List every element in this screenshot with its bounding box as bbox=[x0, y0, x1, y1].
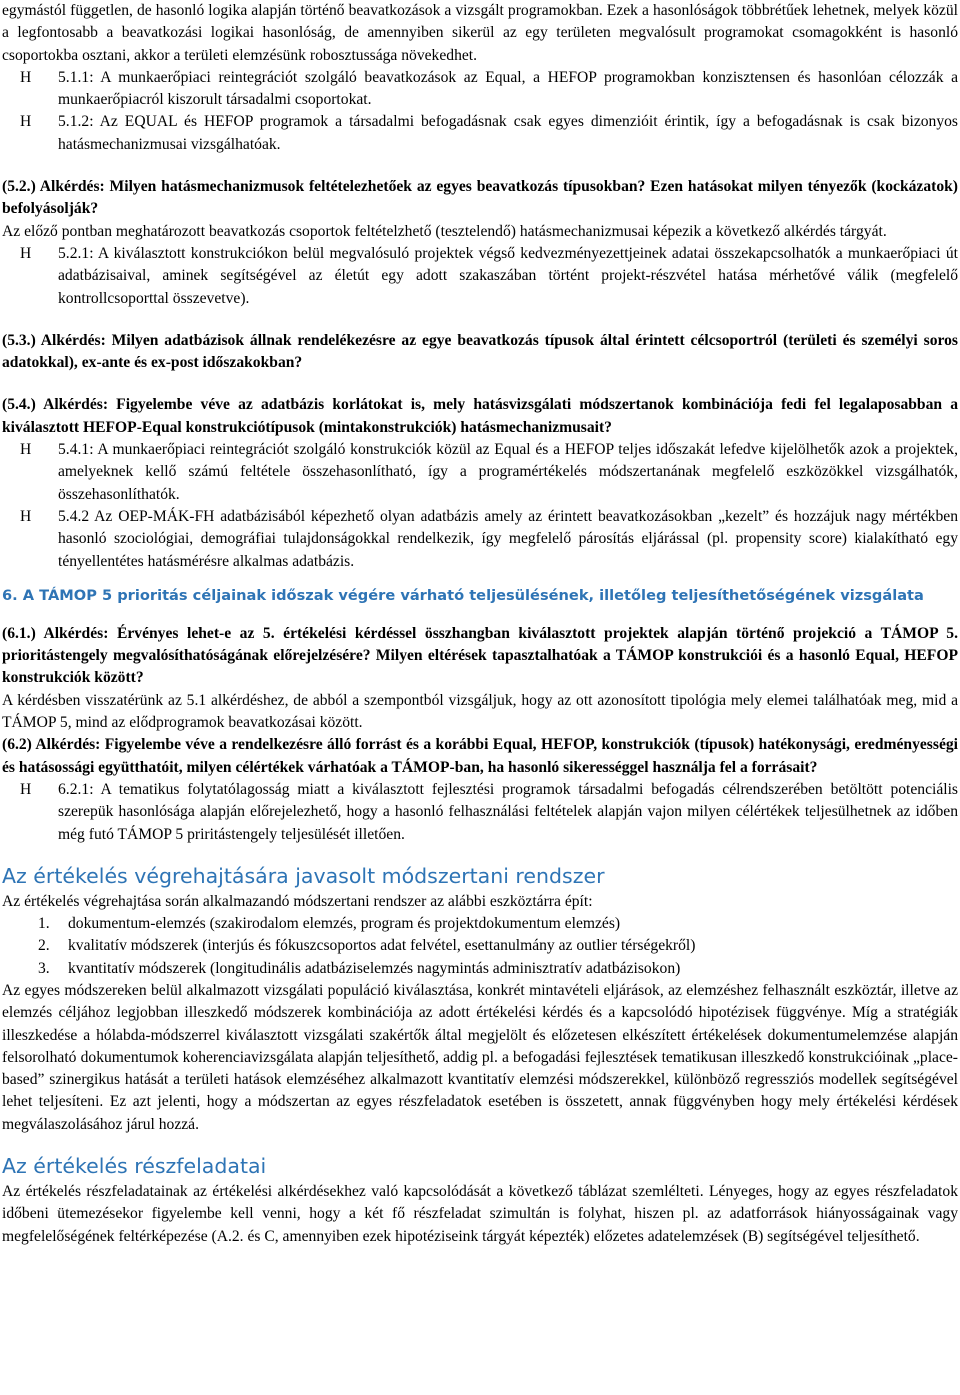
methodology-paragraph: Az egyes módszereken belül alkalmazott vizsgálati populáció kiválasztása, konkrét mintavételi eljárások, az elemzéshez felhasznált eszköztár, illetve az elemzés céljához legjobban illeszkedő módszerek kombinációja az adott értékelési kérdés és a kapcsolódó hipotézisek függvénye. Míg a stratégiák illeszkedése a hólabda-módszerrel kiválasztott vizsgálati szakértők által megjelölt és előzetesen elkészített értékelések dokumentumelemzése alapján felsorolható dokumentumok koherenciavizsgálata alapján teljesíthető, addig pl. a befogadási fejlesztések tematikusan illeszkedő konstrukcióinak „place-based” szinergikus hatását a területi hatások elemzéséhez alkalmazott kvantitatív elemzési módszerekkel, különböző regressziós modellek segítségével lehet teljesíteni. Ez azt jelenti, hogy a módszertan az egyes részfeladatok esetében is összetett, annak függvényben hogy mely értékelési kérdések megválaszolásához járul hozzá. bbox=[2, 981, 958, 1133]
hypothesis-6-2-1 bbox=[2, 779, 958, 846]
spacer bbox=[2, 156, 958, 176]
hypothesis-label: H bbox=[20, 507, 32, 525]
hypothesis-5-4-1 bbox=[2, 439, 958, 506]
methodology-intro: Az értékelés végrehajtása során alkalmazandó módszertani rendszer az alábbi eszköztárra épít: bbox=[2, 892, 593, 910]
hypothesis-label: H bbox=[20, 113, 32, 131]
list-number: 2. bbox=[38, 937, 50, 955]
hypothesis-5-1-2 bbox=[2, 111, 958, 156]
list-number: 3. bbox=[38, 959, 50, 977]
subquestion-5-4: (5.4.) Alkérdés: Figyelembe véve az adatbázis korlátokat is, mely hatásvizsgálati módszertanok kombinációja fedi fel legalaposabban a kiválasztott HEFOP-Equal konstrukciótípusok (mintakonstrukciók) hatásmechanizmusait? bbox=[2, 396, 958, 436]
subquestion-5-2: (5.2.) Alkérdés: Milyen hatásmechanizmusok feltételezhetőek az egyes beavatkozás típusokban? Ezen hatásokat milyen tényezők (kockázatok) befolyásolják? bbox=[2, 178, 958, 218]
hypothesis-label: H bbox=[20, 780, 32, 798]
hypothesis-5-2-1 bbox=[2, 243, 958, 310]
subquestion-6-1: (6.1.) Alkérdés: Érvényes lehet-e az 5. értékelési kérdéssel összhangban kiválasztott projektek alapján történő projekció a TÁMOP 5. prioritástengely megvalósíthatóságának előrejelzésére? Milyen eltérések tapasztalhatóak a TÁMOP konstrukciói és a hasonló Equal, HEFOP konstrukciók között? bbox=[2, 624, 958, 687]
hypothesis-5-1-1 bbox=[2, 67, 958, 112]
subtasks-paragraph: Az értékelés részfeladatainak az értékelési alkérdésekhez való kapcsolódását a következő táblázat szemlélteti. Lényeges, hogy az egyes részfeladatok időbeni ütemezésekor figyelembe kell venni, hogy a két fő részfeladat szimultán is folyhat, hiszen pl. az adatforrások hiányosságainak vagy megfelelőségének feltérképezése (A.2. és C, amennyiben ezek hipotéziseink tárgyát képezték) előzetes adatelemzések (B) segítségével teljesíthető. bbox=[2, 1183, 958, 1245]
spacer bbox=[2, 310, 958, 330]
intro-paragraph: egymástól független, de hasonló logika alapján történő beavatkozások a vizsgált programokban. Ezek a hasonlóságok többrétűek lehetnek, melyek közül a legfontosabb a beavatkozási logikai hasonlóság, de amennyiben sikerül az egy területen megvalósult programokat csomagokként is hasonló csoportokba osztani, akkor a területi elemzésünk robosztussága növekedhet. bbox=[2, 2, 958, 64]
subquestion-5-3: (5.3.) Alkérdés: Milyen adatbázisok állnak rendelékezésre az egye beavatkozás típusok által érintett célcsoportról (területi és személyi soros adatokkal), ex-ante és ex-post időszakokban? bbox=[2, 331, 958, 372]
list-item bbox=[2, 958, 958, 980]
subquestion-6-2: (6.2) Alkérdés: Figyelembe véve a rendelkezésre álló forrást és a korábbi Equal, HEFOP, konstrukciók (típusok) hatékonysági, eredményességi és hatásossági együtthatóit, milyen célértékek várhatóak a TÁMOP-ban, ha hasonló sikerességgel használja fel a forrásait? bbox=[2, 736, 958, 776]
hypothesis-label: H bbox=[20, 244, 32, 262]
list-text: dokumentum-elemzés (szakirodalom elemzés, program és projektdokumentum elemzés) bbox=[68, 915, 621, 933]
hypothesis-text: 5.4.1: A munkaerőpiaci reintegrációt szolgáló konstrukciók közül az Equal és a HEFOP teljes időszakát lefedve kijelölhetők azok a projektek, amelyeknek kellő számú feltétele összehasonlítható, így a programértékelés módszertanának megfelelő eszközökkel vizsgálhatók, összehasonlíthatók. bbox=[58, 441, 958, 503]
list-text: kvantitatív módszerek (longitudinális adatbáziselemzés nagymintás adminisztratív adatbázisokon) bbox=[68, 959, 681, 977]
hypothesis-text: 5.1.2: Az EQUAL és HEFOP programok a társadalmi befogadásnak csak egyes dimenzióit érintik, így a befogadásnak is csak bizonyos hatásmechanizmusai vizsgálhatóak. bbox=[58, 113, 958, 153]
paragraph-5-2: Az előző pontban meghatározott beavatkozás csoportok feltételzhető (tesztelendő) hatásmechanizmusai képezik a következő alkérdés tárgyát. bbox=[2, 222, 887, 240]
methods-list bbox=[2, 913, 958, 980]
subtasks-heading: Az értékelés részfeladatai bbox=[2, 1154, 267, 1179]
hypothesis-text: 5.4.2 Az OEP-MÁK-FH adatbázisából képezhető olyan adatbázis amely az érintett beavatkozásokban „kezelt” és hozzájuk nagy mértékben hasonló szociológiai, demográfiai tulajdonságokkal rendelkezik, így megfelelő párosítás eljárással (pl. propensity score) kialakítható egy tényellentétes hatásmérésre alkalmas adatbázis. bbox=[58, 507, 958, 570]
list-text: kvalitatív módszerek (interjús és fókuszcsoportos adat felvétel, esettanulmány az outlier térségekről) bbox=[68, 937, 696, 955]
hypothesis-label: H bbox=[20, 68, 32, 86]
hypothesis-text: 5.2.1: A kiválasztott konstrukciókon belül megvalósuló projektek végső kedvezményezettjeinek adatai összekapcsolhatók a munkaerőpiaci út adatbázisaival, aminek segítségével az életút egy adott szakaszában történt projekt-részvétel hatása mérhetővé válik (megfelelő kontrollcsoporttal összevetve). bbox=[58, 244, 958, 307]
hypothesis-5-4-2 bbox=[2, 506, 958, 573]
list-number: 1. bbox=[38, 915, 50, 933]
spacer bbox=[2, 374, 958, 394]
hypothesis-text: 5.1.1: A munkaerőpiaci reintegrációt szolgáló beavatkozások az Equal, a HEFOP programokban konzisztensen és hasonlóan célozzák a munkaerőpiacról kiszorult társadalmi csoportokat. bbox=[58, 68, 958, 109]
hypothesis-label: H bbox=[20, 441, 32, 459]
list-item bbox=[2, 913, 958, 935]
section-6-heading: 6. A TÁMOP 5 prioritás céljainak időszak végére várható teljesülésének, illetőleg teljesíthetőségének vizsgálata bbox=[2, 586, 924, 604]
paragraph-6-1: A kérdésben visszatérünk az 5.1 alkérdéshez, de abból a szempontból vizsgáljuk, hogy az ott azonosított tipológia mely elemei találhatóak meg, mid a TÁMOP 5, mind az elődprogramok beavatkozásai között. bbox=[2, 691, 958, 732]
list-item bbox=[2, 935, 958, 957]
methodology-heading: Az értékelés végrehajtására javasolt módszertani rendszer bbox=[2, 863, 605, 888]
hypothesis-text: 6.2.1: A tematikus folytatólagosság miatt a kiválasztott fejlesztési programok társadalmi befogadás célrendszerében betöltött potenciális szerepük hasonlósága alapján előrejelezhető, hogy a hasonló felhasználási feltételek alapján vajon milyen célértékek teljesülhetnek az időben még futó TÁMOP 5 priritástengely teljesülését illetően. bbox=[58, 780, 958, 843]
